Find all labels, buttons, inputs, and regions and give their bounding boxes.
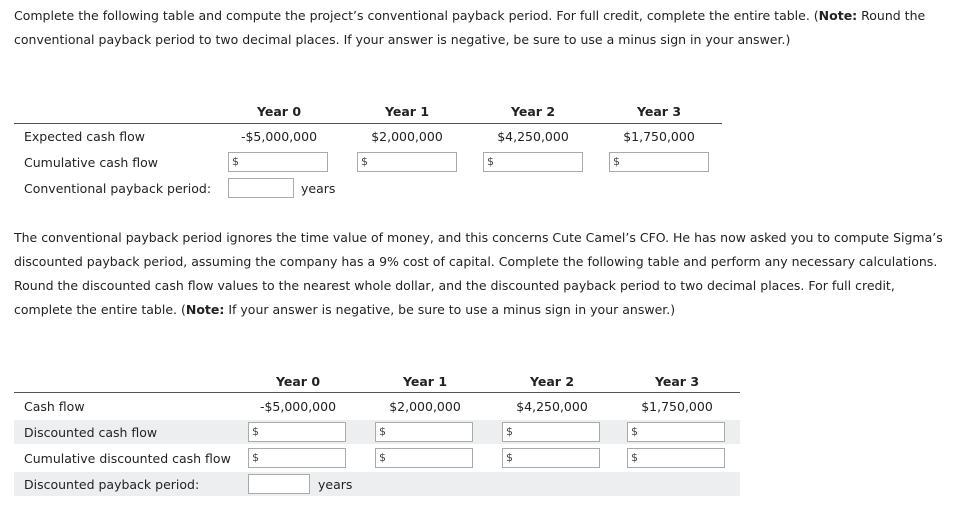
currency-symbol: $ <box>613 155 620 168</box>
row-label-cumulative-discounted-cash-flow: Cumulative discounted cash flow <box>24 451 231 466</box>
note-label: Note: <box>818 8 858 23</box>
cumulative-cash-flow-year-1-input[interactable] <box>357 152 457 172</box>
currency-symbol: $ <box>487 155 494 168</box>
discounted-payback-input[interactable] <box>248 474 310 494</box>
cash-flow-year-2: $4,250,000 <box>516 399 588 414</box>
cash-flow-year-3: $1,750,000 <box>641 399 713 414</box>
row-label-discounted-cash-flow: Discounted cash flow <box>24 425 158 440</box>
expected-cash-flow-year-3: $1,750,000 <box>623 129 695 144</box>
conventional-payback-input[interactable] <box>228 178 294 198</box>
currency-symbol: $ <box>631 451 638 464</box>
row-label-expected-cash-flow: Expected cash flow <box>24 129 145 144</box>
cash-flow-year-0: -$5,000,000 <box>259 399 337 414</box>
cash-flow-year-1: $2,000,000 <box>389 399 461 414</box>
currency-symbol: $ <box>506 425 513 438</box>
header-year-1: Year 1 <box>384 104 430 119</box>
row-label-cumulative-cash-flow: Cumulative cash flow <box>24 155 159 170</box>
cumulative-cash-flow-year-3-input[interactable] <box>609 152 709 172</box>
cumulative-discounted-year-0-input[interactable] <box>248 448 346 468</box>
currency-symbol: $ <box>232 155 239 168</box>
expected-cash-flow-year-1: $2,000,000 <box>371 129 443 144</box>
row-label-cash-flow: Cash flow <box>24 399 85 414</box>
header-year-0: Year 0 <box>275 374 321 389</box>
currency-symbol: $ <box>252 425 259 438</box>
cumulative-cash-flow-year-2-input[interactable] <box>483 152 583 172</box>
discounted-cash-flow-year-0-input[interactable] <box>248 422 346 442</box>
payback-units: years <box>301 181 336 196</box>
expected-cash-flow-year-0: -$5,000,000 <box>240 129 318 144</box>
header-year-2: Year 2 <box>510 104 556 119</box>
currency-symbol: $ <box>252 451 259 464</box>
expected-cash-flow-year-2: $4,250,000 <box>497 129 569 144</box>
currency-symbol: $ <box>631 425 638 438</box>
currency-symbol: $ <box>506 451 513 464</box>
header-year-0: Year 0 <box>256 104 302 119</box>
currency-symbol: $ <box>379 451 386 464</box>
instructions-paragraph-1: Complete the following table and compute the project’s conventional payback period. For full credit, complete the entire table. (Note: Round the conventional payback period to two decimal places. If your answer is negative, be sure to use a minus sign in your answer.) <box>14 8 926 47</box>
header-year-3: Year 3 <box>654 374 700 389</box>
discounted-cash-flow-year-3-input[interactable] <box>627 422 725 442</box>
currency-symbol: $ <box>379 425 386 438</box>
cumulative-discounted-year-2-input[interactable] <box>502 448 600 468</box>
note-label: Note: <box>185 302 225 317</box>
cumulative-discounted-year-1-input[interactable] <box>375 448 473 468</box>
header-divider <box>14 392 740 393</box>
row-label-conventional-payback: Conventional payback period: <box>24 181 212 196</box>
header-year-2: Year 2 <box>529 374 575 389</box>
payback-units: years <box>318 477 353 492</box>
row-label-discounted-payback: Discounted payback period: <box>24 477 200 492</box>
cumulative-cash-flow-year-0-input[interactable] <box>228 152 328 172</box>
header-year-3: Year 3 <box>636 104 682 119</box>
cumulative-discounted-year-3-input[interactable] <box>627 448 725 468</box>
header-year-1: Year 1 <box>402 374 448 389</box>
discounted-cash-flow-year-2-input[interactable] <box>502 422 600 442</box>
currency-symbol: $ <box>361 155 368 168</box>
instructions-paragraph-2: The conventional payback period ignores the time value of money, and this concerns Cute Camel’s CFO. He has now asked you to compute Sigma’s discounted payback period, assuming the company has a 9% cost of capital. Complete the following table and perform any necessary calculations. Round the discounted cash flow values to the nearest whole dollar, and the discounted payback period to two decimal places. For full credit, complete the entire table. (Note: If your answer is negative, be sure to use a minus sign in your answer.) <box>14 230 943 317</box>
discounted-cash-flow-year-1-input[interactable] <box>375 422 473 442</box>
header-divider <box>14 123 722 124</box>
